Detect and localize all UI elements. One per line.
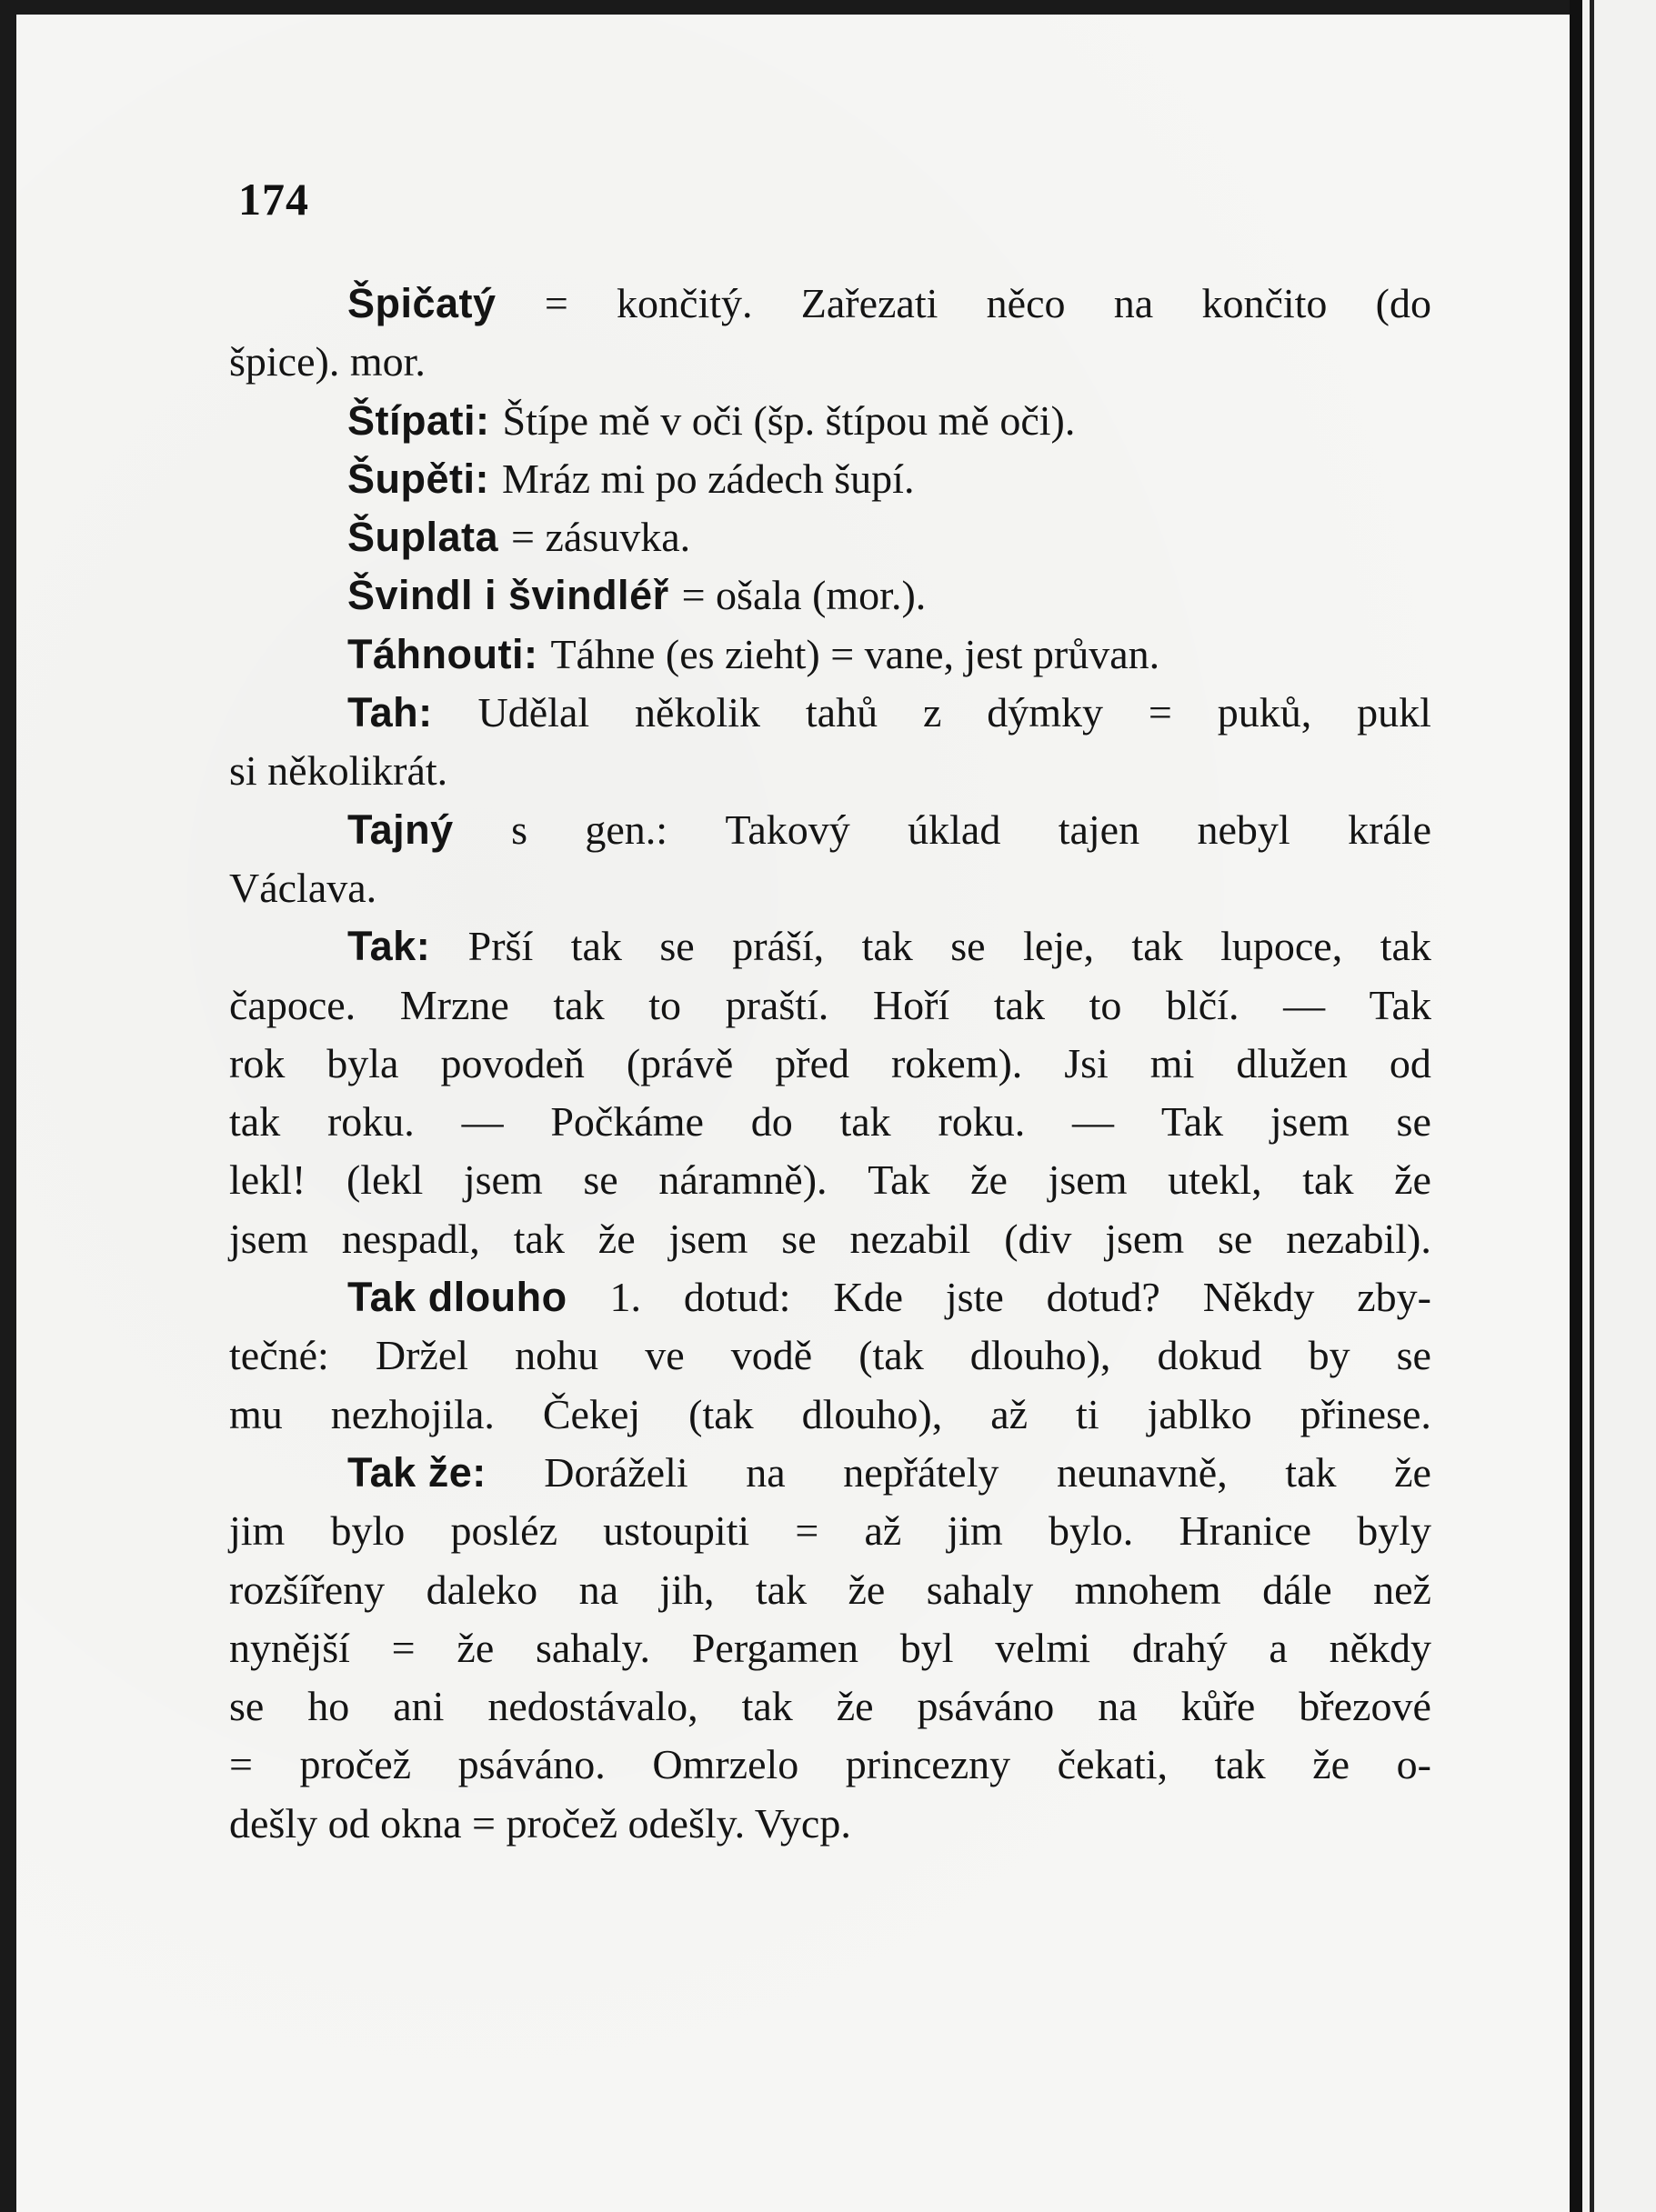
word: tak — [513, 1215, 565, 1262]
text-line — [229, 917, 1431, 976]
word: Zařezati — [800, 280, 938, 326]
word: Hranice — [1179, 1507, 1312, 1555]
word: to — [648, 981, 681, 1028]
word: ti — [1076, 1390, 1099, 1437]
word: než — [1373, 1566, 1431, 1613]
word: nezhojila. — [330, 1390, 495, 1437]
word: rok — [229, 1039, 286, 1086]
word: před — [775, 1039, 849, 1086]
word: drahý — [1131, 1624, 1228, 1671]
word: nynější — [229, 1624, 350, 1671]
entry-headword: Táhnouti: — [347, 630, 538, 677]
word: nohu — [515, 1332, 599, 1379]
word: se — [1396, 1098, 1431, 1146]
page-number: 174 — [238, 174, 309, 225]
word: se — [781, 1215, 817, 1262]
word: by — [1308, 1332, 1350, 1379]
word: zby- — [1357, 1274, 1431, 1321]
word: = — [544, 280, 568, 326]
word: dotud: — [683, 1274, 791, 1321]
word: rozšířeny — [229, 1566, 386, 1613]
word: — — [1283, 981, 1326, 1028]
word: (div — [1004, 1215, 1072, 1262]
word: mu — [229, 1390, 283, 1437]
word: Počkáme — [550, 1098, 704, 1146]
word: přinese. — [1300, 1390, 1431, 1437]
word: jih, — [659, 1566, 715, 1613]
word: že — [1394, 1156, 1431, 1204]
word: Tak — [1160, 1098, 1224, 1146]
word: dýmky — [987, 689, 1104, 736]
word: tak — [1302, 1156, 1354, 1204]
word: tečné: — [229, 1332, 329, 1379]
word: — — [1072, 1098, 1115, 1146]
word: tak — [839, 1098, 891, 1146]
word: jsem — [1270, 1098, 1350, 1146]
word: a — [1269, 1624, 1288, 1671]
dictionary-text — [229, 275, 1431, 1853]
line-text: = ošala (mor.). — [681, 572, 927, 619]
entry-headword: Tak: — [347, 923, 431, 970]
word: (tak — [688, 1390, 754, 1437]
word: ve — [645, 1332, 685, 1379]
line-text: špice). mor. — [229, 338, 426, 385]
entry-headword: Tah: — [347, 689, 433, 736]
word: daleko — [426, 1566, 538, 1613]
word: dlouho), — [969, 1332, 1111, 1379]
word: byly — [1357, 1507, 1431, 1555]
word: někdy — [1329, 1624, 1431, 1671]
line-text: dešly od okna = pročež odešly. Vycp. — [229, 1799, 851, 1847]
text-line — [229, 1795, 1431, 1853]
text-line — [229, 1151, 1431, 1209]
text-line — [229, 1736, 1431, 1794]
word: Prší — [467, 923, 534, 970]
word: rokem). — [890, 1039, 1023, 1086]
word: nespadl, — [341, 1215, 480, 1262]
entry-headword: Tak že: — [347, 1448, 487, 1496]
word: Někdy — [1202, 1274, 1315, 1321]
text-line — [229, 1444, 1431, 1502]
word: ani — [393, 1683, 445, 1730]
text-line — [229, 1210, 1431, 1268]
word: se — [950, 923, 986, 970]
word: končitý. — [617, 280, 753, 326]
word: že — [1394, 1448, 1431, 1496]
text-line — [229, 626, 1431, 684]
word: se — [1218, 1215, 1253, 1262]
word: že — [1312, 1741, 1350, 1788]
word: Držel — [375, 1332, 469, 1379]
word: tak — [755, 1566, 808, 1613]
word: z — [922, 689, 942, 736]
line-text: Táhne (es zieht) = vane, jest průvan. — [550, 630, 1160, 677]
word: = — [795, 1507, 819, 1555]
word: blčí. — [1165, 981, 1239, 1028]
word: že — [597, 1215, 636, 1262]
word: tak — [861, 923, 913, 970]
word: tak — [1131, 923, 1183, 970]
word: bylo. — [1049, 1507, 1134, 1555]
word: čekati, — [1057, 1741, 1168, 1788]
word: roku. — [938, 1098, 1026, 1146]
text-line — [229, 1561, 1431, 1619]
entry-headword: Šupěti: — [347, 455, 489, 502]
text-line — [229, 801, 1431, 859]
word: dlužen — [1236, 1039, 1348, 1086]
word: (do — [1375, 280, 1431, 326]
word: že — [457, 1624, 495, 1671]
word: se — [1396, 1332, 1431, 1379]
word: ho — [307, 1683, 350, 1730]
word: pročež — [299, 1741, 412, 1788]
word: Doráželi — [544, 1448, 688, 1496]
word: nedostávalo, — [487, 1683, 698, 1730]
text-line — [229, 392, 1431, 450]
word: Udělal — [477, 689, 590, 736]
word: Mrzne — [399, 981, 509, 1028]
word: jim — [229, 1507, 286, 1555]
word: krále — [1348, 806, 1431, 853]
word: — — [461, 1098, 504, 1146]
word: psáváno. — [457, 1741, 606, 1788]
word: tak — [570, 923, 622, 970]
text-line — [229, 1035, 1431, 1093]
word: tak — [1285, 1448, 1337, 1496]
word: lupoce, — [1220, 923, 1343, 970]
word: (právě — [626, 1039, 734, 1086]
word: až — [990, 1390, 1029, 1437]
word: neunavně, — [1056, 1448, 1228, 1496]
word: povodeň — [440, 1039, 585, 1086]
word: tak — [1380, 923, 1431, 970]
word: Jsi — [1064, 1039, 1109, 1086]
word: až — [864, 1507, 902, 1555]
text-line — [229, 1502, 1431, 1560]
word: vodě — [730, 1332, 813, 1379]
word: lekl! — [229, 1156, 306, 1204]
word: dokud — [1157, 1332, 1262, 1379]
word: nepřátely — [843, 1448, 999, 1496]
word: jsem — [229, 1215, 308, 1262]
entry-headword: Švindl i švindléř — [347, 572, 669, 619]
word: princezny — [845, 1741, 1011, 1788]
word: tak — [993, 981, 1046, 1028]
word: končito — [1201, 280, 1328, 326]
word: nezabil). — [1286, 1215, 1431, 1262]
text-line — [229, 976, 1431, 1035]
page-edge — [1570, 0, 1656, 2212]
entry-headword: Tajný — [347, 806, 454, 853]
word: že — [836, 1683, 874, 1730]
word: mnohem — [1074, 1566, 1221, 1613]
word: (lekl — [346, 1156, 424, 1204]
word: se — [659, 923, 695, 970]
word: náramně). — [658, 1156, 828, 1204]
word: jste — [945, 1274, 1004, 1321]
word: Pergamen — [691, 1624, 858, 1671]
word: březové — [1299, 1683, 1431, 1730]
text-line — [229, 1619, 1431, 1677]
word: se — [583, 1156, 618, 1204]
word: Tak — [1369, 981, 1431, 1028]
word: čapoce. — [229, 981, 356, 1028]
entry-headword: Špičatý — [347, 280, 497, 326]
word: úklad — [908, 806, 1001, 853]
word: jablko — [1147, 1390, 1252, 1437]
word: = — [229, 1741, 253, 1788]
word: to — [1089, 981, 1122, 1028]
word: od — [1389, 1039, 1431, 1086]
word: že — [848, 1566, 886, 1613]
word: sahaly. — [536, 1624, 651, 1671]
line-text: Mráz mi po zádech šupí. — [502, 455, 915, 502]
text-line — [229, 1677, 1431, 1736]
word: mi — [1149, 1039, 1195, 1086]
text-line — [229, 1268, 1431, 1326]
entry-headword: Štípati: — [347, 396, 490, 444]
word: dlouho), — [801, 1390, 943, 1437]
word: se — [229, 1683, 265, 1730]
word: velmi — [995, 1624, 1091, 1671]
word: dotud? — [1046, 1274, 1160, 1321]
word: ustoupiti — [603, 1507, 750, 1555]
word: utekl, — [1168, 1156, 1262, 1204]
word: byl — [899, 1624, 954, 1671]
word: bylo — [330, 1507, 406, 1555]
word: puků, — [1217, 689, 1312, 736]
word: Kde — [833, 1274, 903, 1321]
text-line — [229, 1386, 1431, 1444]
line-text: Štípe mě v oči (šp. štípou mě oči). — [502, 396, 1076, 444]
word: na — [1113, 280, 1154, 326]
word: Hoří — [872, 981, 950, 1028]
word: tak — [553, 981, 605, 1028]
word: = — [1148, 689, 1172, 736]
text-line — [229, 742, 1431, 800]
word: na — [746, 1448, 786, 1496]
word: něco — [986, 280, 1066, 326]
word: praští. — [725, 981, 829, 1028]
word: gen.: — [585, 806, 668, 853]
word: Čekej — [542, 1390, 641, 1437]
word: že — [970, 1156, 1008, 1204]
word: sahaly — [926, 1566, 1034, 1613]
word: tak — [741, 1683, 793, 1730]
line-text: si několikrát. — [229, 747, 448, 795]
word: jsem — [668, 1215, 748, 1262]
word: tahů — [805, 689, 878, 736]
text-line — [229, 450, 1431, 508]
text-line — [229, 1093, 1431, 1151]
word: Tak — [868, 1156, 930, 1204]
word: o- — [1396, 1741, 1431, 1788]
word: několik — [635, 689, 761, 736]
word: leje, — [1023, 923, 1094, 970]
text-line — [229, 859, 1431, 917]
word: na — [578, 1566, 619, 1613]
word: s — [511, 806, 527, 853]
entry-headword: Šuplata — [347, 514, 499, 561]
text-line — [229, 1326, 1431, 1385]
word: jsem — [1048, 1156, 1128, 1204]
word: tak — [229, 1098, 281, 1146]
word: pukl — [1357, 689, 1431, 736]
text-line — [229, 508, 1431, 566]
word: jsem — [1105, 1215, 1185, 1262]
word: do — [750, 1098, 793, 1146]
word: tak — [1214, 1741, 1266, 1788]
line-text: Václava. — [229, 864, 377, 911]
entry-headword: Tak dlouho — [347, 1274, 567, 1321]
word: tajen — [1058, 806, 1140, 853]
text-line — [229, 333, 1431, 391]
word: na — [1098, 1683, 1138, 1730]
text-line — [229, 684, 1431, 742]
word: byla — [326, 1039, 399, 1086]
word: posléz — [450, 1507, 557, 1555]
word: nezabil — [849, 1215, 971, 1262]
text-line — [229, 275, 1431, 333]
word: kůře — [1180, 1683, 1256, 1730]
word: práší, — [732, 923, 825, 970]
word: dále — [1262, 1566, 1332, 1613]
word: nebyl — [1197, 806, 1290, 853]
word: = — [391, 1624, 416, 1671]
word: Takový — [725, 806, 850, 853]
word: jim — [947, 1507, 1003, 1555]
word: 1. — [609, 1274, 642, 1321]
word: roku. — [326, 1098, 415, 1146]
word: jsem — [463, 1156, 543, 1204]
line-text: = zásuvka. — [511, 514, 691, 561]
text-line — [229, 566, 1431, 625]
word: psáváno — [917, 1683, 1055, 1730]
word: (tak — [858, 1332, 924, 1379]
page-edge-line — [1590, 0, 1594, 2212]
word: Omrzelo — [652, 1741, 799, 1788]
